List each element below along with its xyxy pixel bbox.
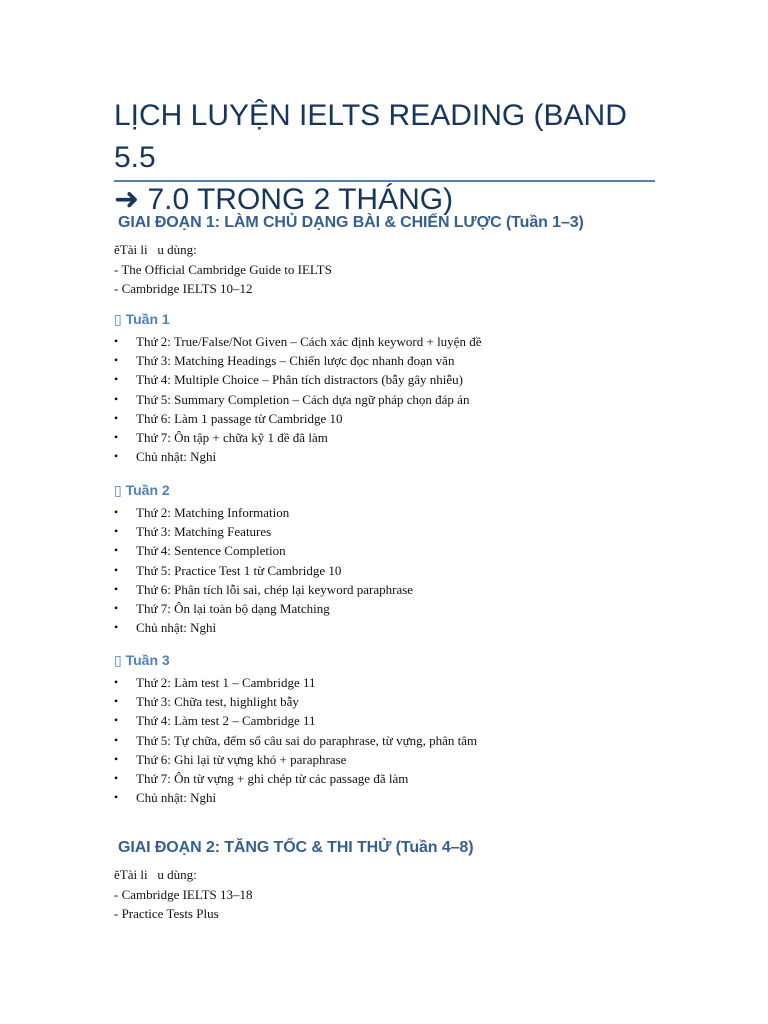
list-item — [114, 618, 674, 637]
list-item — [114, 769, 674, 788]
bullet-icon: • — [114, 391, 119, 406]
list-item-text: Thứ 3: Matching Features — [136, 524, 272, 540]
bullet-icon: • — [114, 732, 119, 747]
list-item — [114, 541, 674, 560]
phase-2-material: - Practice Tests Plus — [114, 906, 219, 921]
week-2-list — [114, 503, 674, 637]
phase-1-heading: GIAI ĐOẠN 1: LÀM CHỦ DẠNG BÀI & CHIẾN LƯỢC (Tuần 1–3) — [118, 214, 584, 231]
list-item — [114, 561, 674, 580]
title-line-1: LỊCH LUYỆN IELTS READING (BAND 5.5 — [114, 99, 627, 174]
bullet-icon: • — [114, 430, 119, 445]
bullet-icon: • — [114, 562, 119, 577]
bullet-icon: • — [114, 449, 119, 464]
week-1-section — [114, 310, 674, 466]
list-item-text: Thứ 2: Matching Information — [136, 505, 290, 520]
list-item — [114, 599, 674, 618]
week-3-section — [114, 651, 674, 807]
week-1-heading: ▯ Tuần 1 — [114, 311, 170, 327]
bullet-icon: • — [114, 601, 119, 616]
bullet-icon: • — [114, 353, 119, 368]
list-item — [114, 351, 674, 370]
list-item — [114, 673, 674, 692]
list-item-text: Thứ 3: Matching Headings – Chiến lược đọc nhanh đoạn văn — [136, 353, 455, 369]
list-item — [114, 692, 674, 711]
list-item — [114, 750, 674, 769]
list-item-text: Thứ 7: Ôn tập + chữa kỹ 1 đề đã làm — [136, 430, 328, 446]
title-divider — [114, 180, 655, 182]
week-1-list — [114, 332, 674, 466]
list-item-text: Chủ nhật: Nghỉ — [136, 620, 217, 636]
list-item-text: Chủ nhật: Nghỉ — [136, 790, 217, 806]
list-item-text: Thứ 5: Practice Test 1 từ Cambridge 10 — [136, 562, 342, 578]
list-item-text: Thứ 5: Tự chữa, đếm số câu sai do paraphrase, từ vựng, phân tâm — [136, 732, 478, 748]
bullet-icon: • — [114, 790, 119, 805]
bullet-icon: • — [114, 751, 119, 766]
phase-2-material: - Cambridge IELTS 13–18 — [114, 886, 253, 902]
list-item-text: Thứ 3: Chữa test, highlight bẫy — [136, 694, 299, 710]
list-item — [114, 711, 674, 730]
list-item-text: Thứ 2: Làm test 1 – Cambridge 11 — [136, 675, 316, 690]
document-title — [114, 95, 674, 221]
list-item — [114, 409, 674, 428]
list-item — [114, 731, 674, 750]
bullet-icon: • — [114, 694, 119, 709]
list-item-text: Thứ 7: Ôn từ vựng + ghi chép từ các passage đã làm — [136, 771, 409, 787]
bullet-icon: • — [114, 524, 119, 539]
list-item-text: Thứ 5: Summary Completion – Cách dựa ngữ pháp chọn đáp án — [136, 391, 470, 407]
bullet-icon: • — [114, 581, 119, 596]
phase-1-material: - Cambridge IELTS 10–12 — [114, 281, 253, 296]
bullet-icon: • — [114, 675, 119, 689]
list-item-text: Thứ 6: Làm 1 passage từ Cambridge 10 — [136, 410, 343, 426]
bullet-icon: • — [114, 372, 119, 387]
bullet-icon: • — [114, 543, 119, 558]
phase-2-heading: GIAI ĐOẠN 2: TĂNG TỐC & THI THỬ (Tuần 4–8) — [118, 839, 474, 856]
list-item — [114, 522, 674, 541]
list-item — [114, 503, 674, 522]
list-item — [114, 332, 674, 351]
bullet-icon: • — [114, 505, 119, 519]
list-item-text: Thứ 6: Ghi lại từ vựng khó + paraphrase — [136, 751, 347, 767]
list-item — [114, 447, 674, 466]
list-item-text: Chủ nhật: Nghỉ — [136, 449, 217, 465]
phase-1-material: - The Official Cambridge Guide to IELTS — [114, 261, 332, 277]
phase-2-materials-label: ĕTài li u dùng: — [114, 867, 197, 882]
bullet-icon: • — [114, 620, 119, 635]
bullet-icon: • — [114, 771, 119, 786]
list-item-text: Thứ 4: Sentence Completion — [136, 543, 286, 559]
list-item-text: Thứ 4: Làm test 2 – Cambridge 11 — [136, 713, 316, 729]
bullet-icon: • — [114, 410, 119, 425]
list-item — [114, 580, 674, 599]
phase-1-section — [114, 213, 674, 299]
list-item — [114, 370, 674, 389]
bullet-icon: • — [114, 334, 119, 348]
list-item-text: Thứ 6: Phân tích lỗi sai, chép lại keyword paraphrase — [136, 581, 414, 597]
week-2-section — [114, 481, 674, 637]
phase-1-materials-label: ĕTài li u dùng: — [114, 242, 197, 257]
list-item-text: Thứ 7: Ôn lại toàn bộ dạng Matching — [136, 601, 330, 617]
list-item-text: Thứ 2: True/False/Not Given – Cách xác định keyword + luyện đề — [136, 334, 482, 349]
week-3-heading: ▯ Tuần 3 — [114, 652, 170, 668]
list-item — [114, 428, 674, 447]
week-2-heading: ▯ Tuần 2 — [114, 482, 170, 498]
bullet-icon: • — [114, 713, 119, 728]
week-3-list — [114, 673, 674, 807]
phase-2-section — [114, 838, 674, 924]
list-item — [114, 390, 674, 409]
list-item-text: Thứ 4: Multiple Choice – Phân tích distractors (bẫy gây nhiễu) — [136, 372, 463, 388]
title-line-2: ➜ 7.0 TRONG 2 THÁNG) — [114, 183, 454, 216]
list-item — [114, 788, 674, 807]
